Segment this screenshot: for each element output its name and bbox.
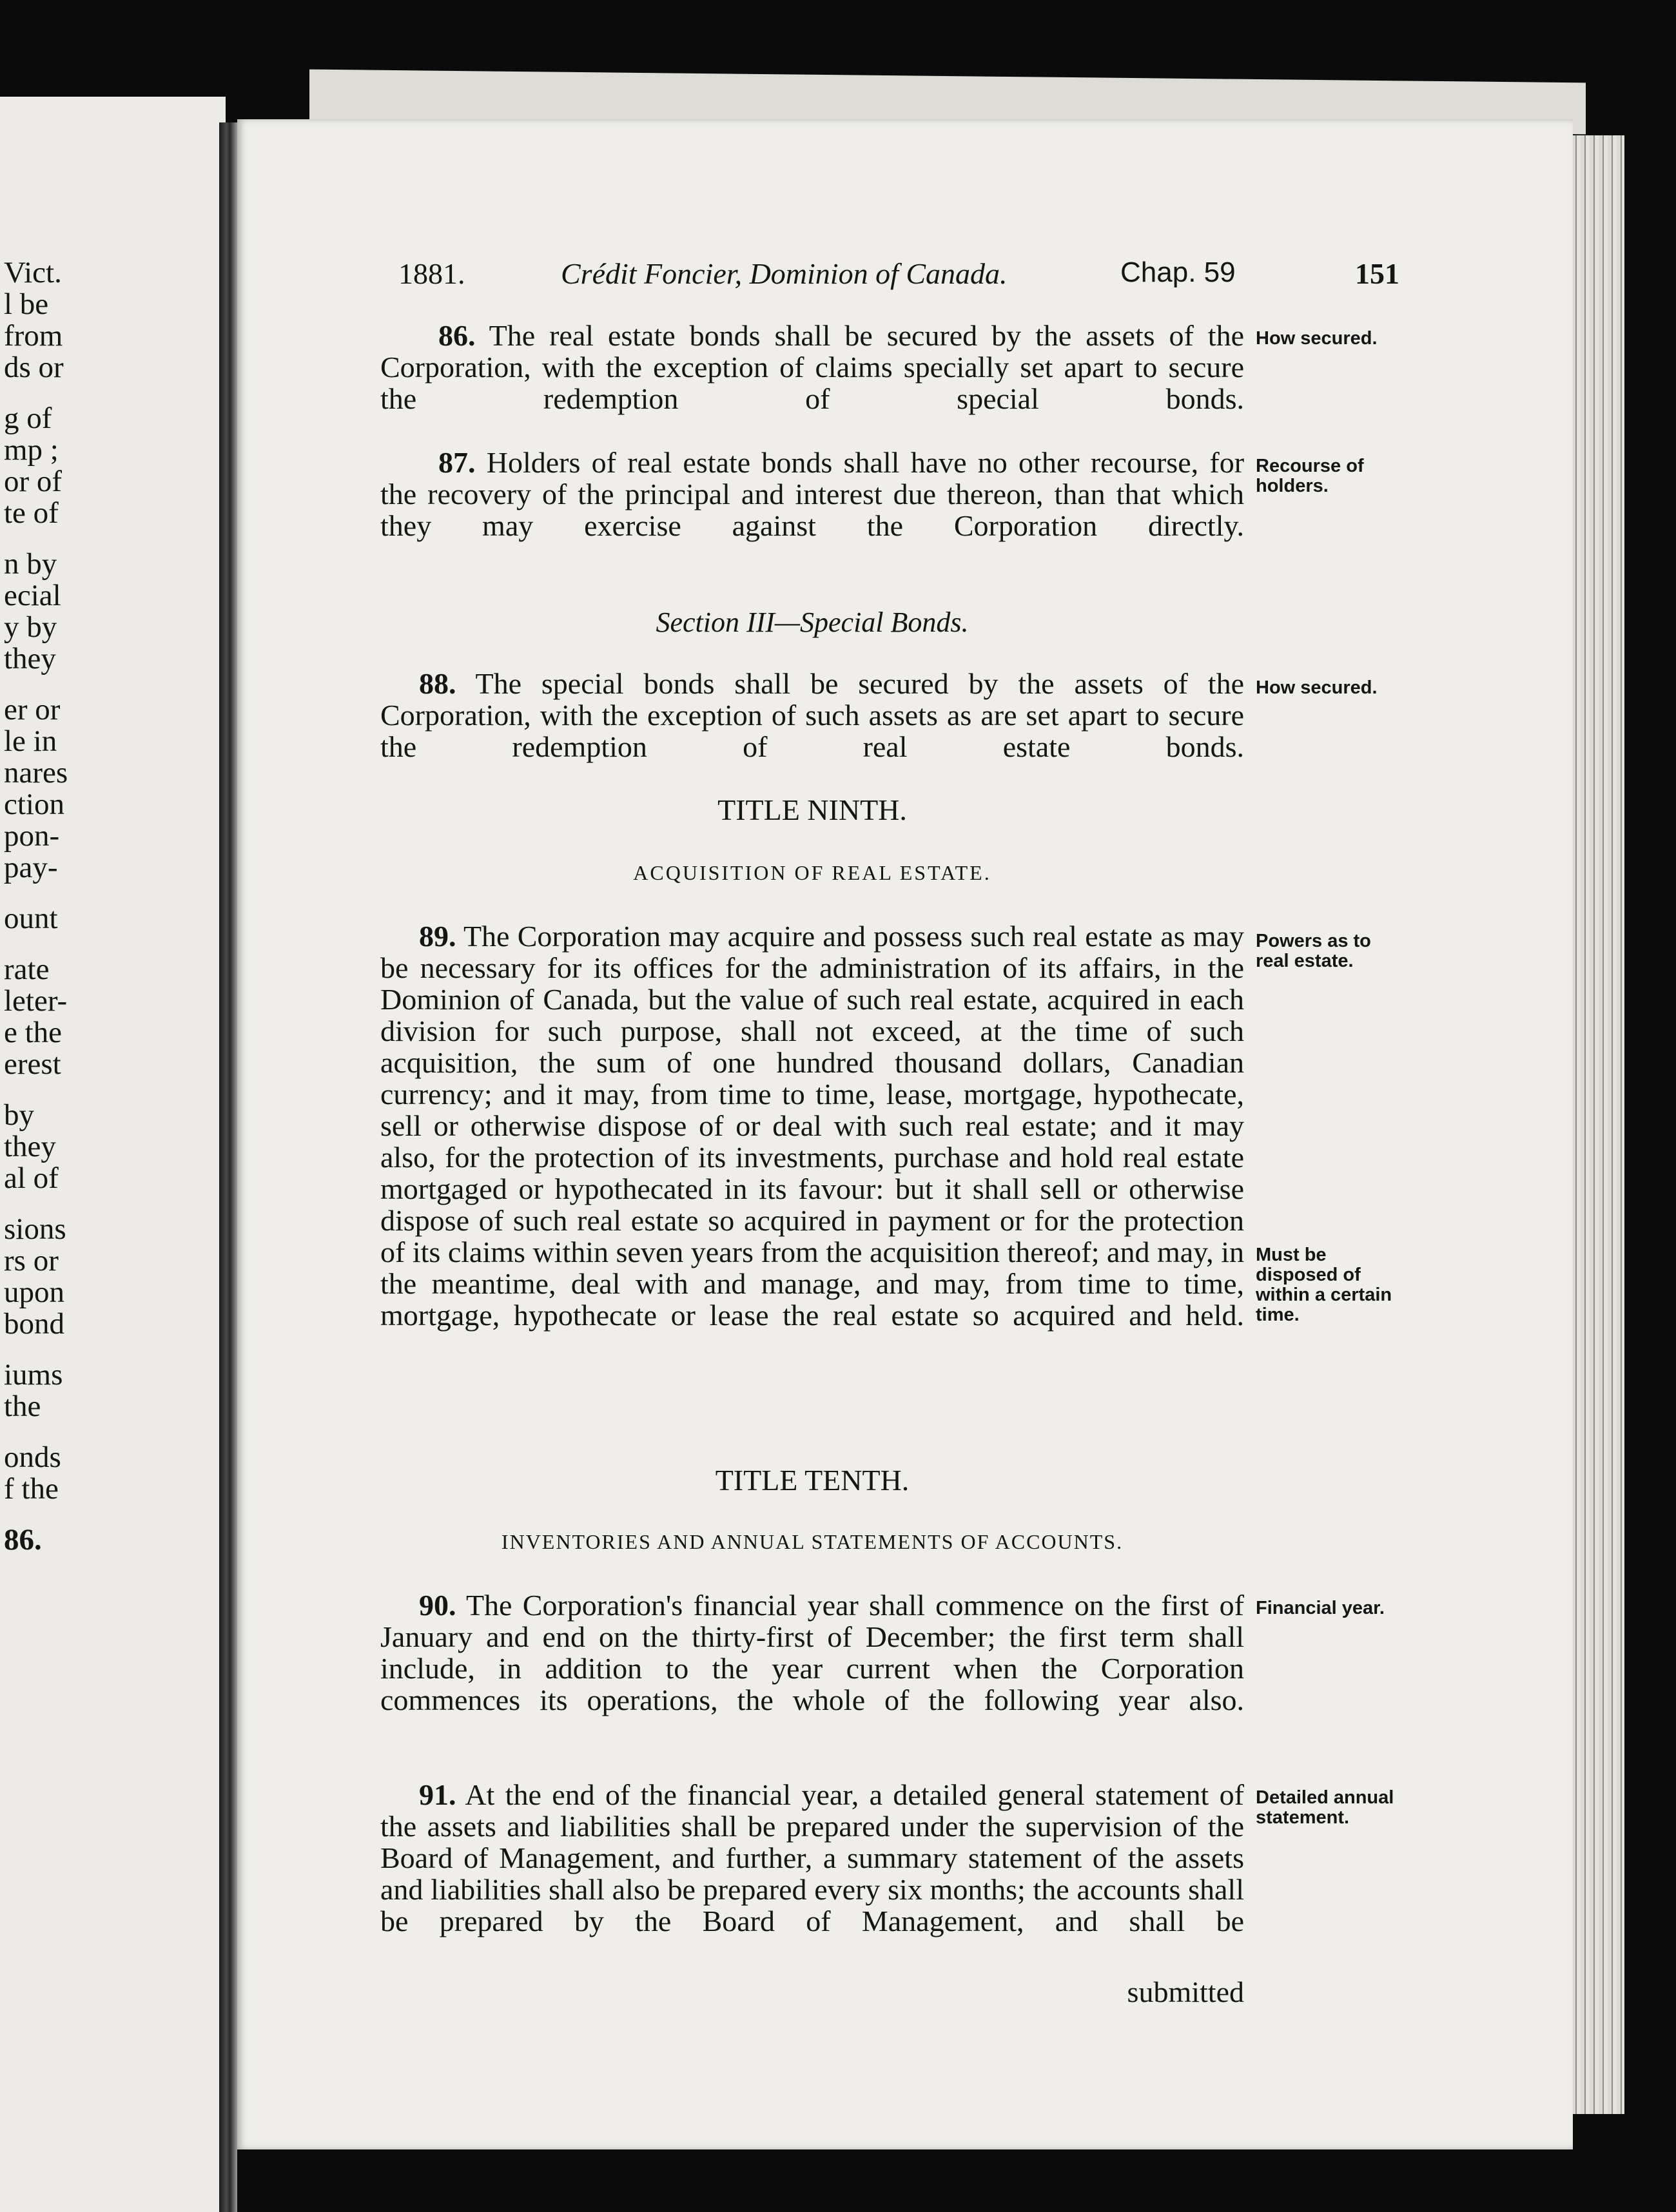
section-86 xyxy=(380,320,1244,414)
left-page-text-fragment: erest xyxy=(4,1047,61,1081)
left-page-text-fragment: rs or xyxy=(4,1244,59,1277)
section-number: 90. xyxy=(419,1589,456,1622)
left-page-text-fragment: er or xyxy=(4,693,61,726)
margin-note-89-disposal: Must be disposed of within a certain time. xyxy=(1256,1245,1392,1325)
catchword: submitted xyxy=(1127,1975,1244,2008)
margin-note-87: Recourse of holders. xyxy=(1256,456,1364,496)
left-page-text-fragment: l be xyxy=(4,287,49,321)
left-page-text-fragment: pon- xyxy=(4,819,60,853)
section-text: Holders of real estate bonds shall have no other recourse, for the recovery of the principal and interest due thereon, than that which they may exercise against the Corporation directly. xyxy=(380,446,1245,542)
title-tenth: TITLE TENTH. xyxy=(715,1464,910,1497)
header-title: Crédit Foncier, Dominion of Canada. xyxy=(561,257,1008,290)
book-binding xyxy=(219,122,237,2212)
section-number: 87. xyxy=(438,446,476,479)
left-page-text-fragment: mp ; xyxy=(4,433,59,467)
margin-note-86: How secured. xyxy=(1256,328,1378,349)
left-page-text-fragment: le in xyxy=(4,724,57,758)
left-page-text-fragment: sions xyxy=(4,1212,66,1246)
margin-note-90: Financial year. xyxy=(1256,1598,1385,1618)
section-87 xyxy=(380,447,1244,541)
section-90 xyxy=(380,1589,1244,1716)
left-page-text-fragment: te of xyxy=(4,496,59,530)
header-year: 1881. xyxy=(398,257,465,290)
left-page-text-fragment: ction xyxy=(4,788,64,821)
left-page-text-fragment: n by xyxy=(4,547,57,581)
left-page-text-fragment: by xyxy=(4,1098,34,1132)
left-page-text-fragment: y by xyxy=(4,610,57,644)
left-page-text-fragment: ds or xyxy=(4,351,64,384)
left-page-text-fragment: or of xyxy=(4,465,63,498)
section-text: At the end of the financial year, a detailed general statement of the assets and liabilities shall be prepared under the supervision of the Board of Management, and further, a summary statement of the assets and liabilities shall also be prepared every six months; the accounts shall be prepared by the Board of Management, and shall be xyxy=(380,1778,1244,1937)
left-page-text-fragment: al of xyxy=(4,1161,59,1195)
margin-note-91: Detailed annual statement. xyxy=(1256,1787,1394,1828)
left-page-text-fragment: Vict. xyxy=(4,256,62,289)
left-page-text-fragment: from xyxy=(4,319,63,353)
section-89 xyxy=(380,920,1244,1331)
left-page-text-fragment: the xyxy=(4,1390,41,1423)
left-page-text-fragment: they xyxy=(4,1130,56,1163)
section-number: 88. xyxy=(419,667,456,700)
section-text: The Corporation may acquire and possess such real estate as may be necessary for its offices for the administration of its affairs, in the Dominion of Canada, but the value of such real estate, acquired in each division for such purpose, shall not exceed, at the time of such acquisition, the sum of one hundred thousand dollars, Canadian currency; and it may, from time to time, lease, mortgage, hypothecate, sell or otherwise dispose of or deal with such real estate; and it may also, for the protection of its investments, purchase and hold real estate mortgaged or hypothecated in its favour: but it shall sell or otherwise dispose of such real estate so acquired in payment or for the protection of its claims within seven years from the acquisition thereof; and may, in the meantime, deal with and manage, and may, from time to time, mortgage, hypothecate or lease the real estate so acquired and held. xyxy=(380,920,1245,1332)
left-page-text-fragment: they xyxy=(4,642,56,675)
left-page-text-fragment: upon xyxy=(4,1276,64,1309)
title-ninth: TITLE NINTH. xyxy=(717,793,907,826)
left-page-text-fragment: rate xyxy=(4,953,50,986)
left-page-text-fragment: leter- xyxy=(4,984,68,1018)
left-page-text-fragment: ount xyxy=(4,902,58,935)
section-text: The Corporation's financial year shall commence on the first of January and end on the thirty-first of December; the first term shall include, in addition to the year current when the Corporation commences its operations, the whole of the following year also. xyxy=(380,1589,1245,1716)
section-number: 86. xyxy=(438,319,476,352)
left-page-fragment xyxy=(0,97,226,2212)
left-page-text-fragment: nares xyxy=(4,756,68,790)
left-page-text-fragment: onds xyxy=(4,1441,61,1474)
page-number: 151 xyxy=(1355,257,1399,290)
left-page-text-fragment: 86. xyxy=(4,1523,42,1557)
left-page-text-fragment: pay- xyxy=(4,851,58,884)
section-number: 89. xyxy=(419,920,456,953)
section-text: The special bonds shall be secured by the assets of the Corporation, with the exception of such assets as are set apart to secure the redemption of real estate bonds. xyxy=(380,667,1244,763)
margin-note-89: Powers as to real estate. xyxy=(1256,931,1371,971)
title-ninth-subtitle: ACQUISITION OF REAL ESTATE. xyxy=(633,861,991,884)
left-page-text-fragment: e the xyxy=(4,1016,63,1049)
page-body xyxy=(380,0,1244,2212)
section-number: 91. xyxy=(419,1778,456,1811)
section-88 xyxy=(380,668,1244,762)
header-chapter: Chap. 59 xyxy=(1120,257,1236,288)
left-page-text-fragment: iums xyxy=(4,1358,63,1392)
section-91 xyxy=(380,1779,1244,1937)
section-heading: Section III—Special Bonds. xyxy=(656,606,969,638)
left-page-text-fragment: g of xyxy=(4,402,52,435)
left-page-text-fragment: ecial xyxy=(4,579,61,612)
left-page-text-fragment: f the xyxy=(4,1472,59,1506)
left-page-text-fragment: bond xyxy=(4,1307,64,1341)
title-tenth-subtitle: INVENTORIES AND ANNUAL STATEMENTS OF ACCOUNTS. xyxy=(501,1530,1124,1553)
margin-note-88: How secured. xyxy=(1256,677,1378,698)
section-text: The real estate bonds shall be secured by the assets of the Corporation, with the exception of claims specially set apart to secure the redemption of special bonds. xyxy=(380,319,1244,415)
